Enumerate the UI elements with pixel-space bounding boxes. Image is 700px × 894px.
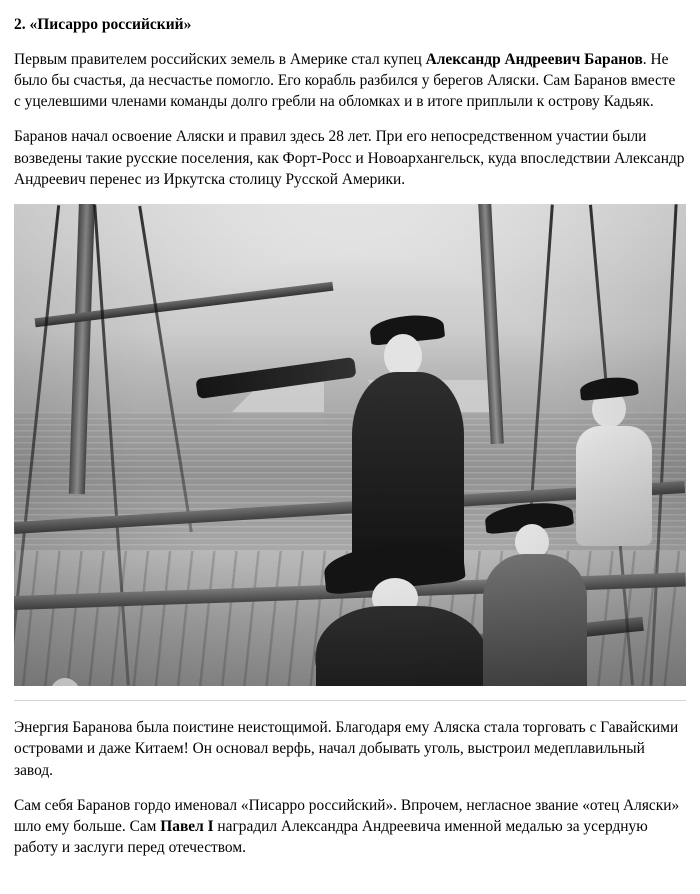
body-text: Первым правителем российских земель в Америке стал купец [14, 50, 426, 68]
foreground-officer-coat [316, 606, 486, 686]
sailor-center-right [469, 504, 599, 686]
body-text: Баранов начал освоение Аляски и правил здесь 28 лет. При его непосредственном участии были возведены такие русские поселения, как Форт-Росс и Новоархангельск, куда впоследствии Александр Андреевич перенес из Иркутска столицу Русской Америки. [14, 128, 685, 188]
illustration-canvas [14, 204, 686, 686]
paragraph-4 [14, 795, 686, 859]
page-title: 2. «Писарро российский» [14, 16, 192, 33]
emphasized-text: Павел I [160, 818, 214, 836]
body-text: наградил Александра Андреевича именной медалью за усердную работу и заслуги перед отечеством. [14, 818, 648, 857]
sailor-right-hat [579, 375, 639, 401]
paragraph-2 [14, 126, 686, 190]
ship-deck-illustration [14, 204, 686, 686]
sailor-left-head [50, 678, 80, 686]
sailor-center-right-coat [483, 554, 587, 686]
paragraph-1 [14, 49, 686, 113]
body-text: Энергия Баранова была поистине неистощимой. Благодаря ему Аляска стала торговать с Гавайскими островами и даже Китаем! Он основал верфь, начал добывать уголь, выстроил медеплавильный завод. [14, 719, 679, 779]
body-text: . Не было бы счастья, да несчастье помогло. Его корабль разбился у берегов Аляски. Сам Баранов вместе с уцелевшими членами команды долго гребли на обломках и в итоге приплыли к острову Кадьяк. [14, 50, 676, 111]
sailor-left [24, 674, 114, 686]
emphasized-text: Александр Андреевич Баранов [425, 50, 643, 68]
body-text: Сам себя Баранов гордо именовал «Писарро российский». Впрочем, негласное звание «отец Аляски» шло ему больше. Сам [14, 796, 680, 836]
paragraph-3 [14, 717, 686, 781]
section-separator [14, 700, 686, 701]
